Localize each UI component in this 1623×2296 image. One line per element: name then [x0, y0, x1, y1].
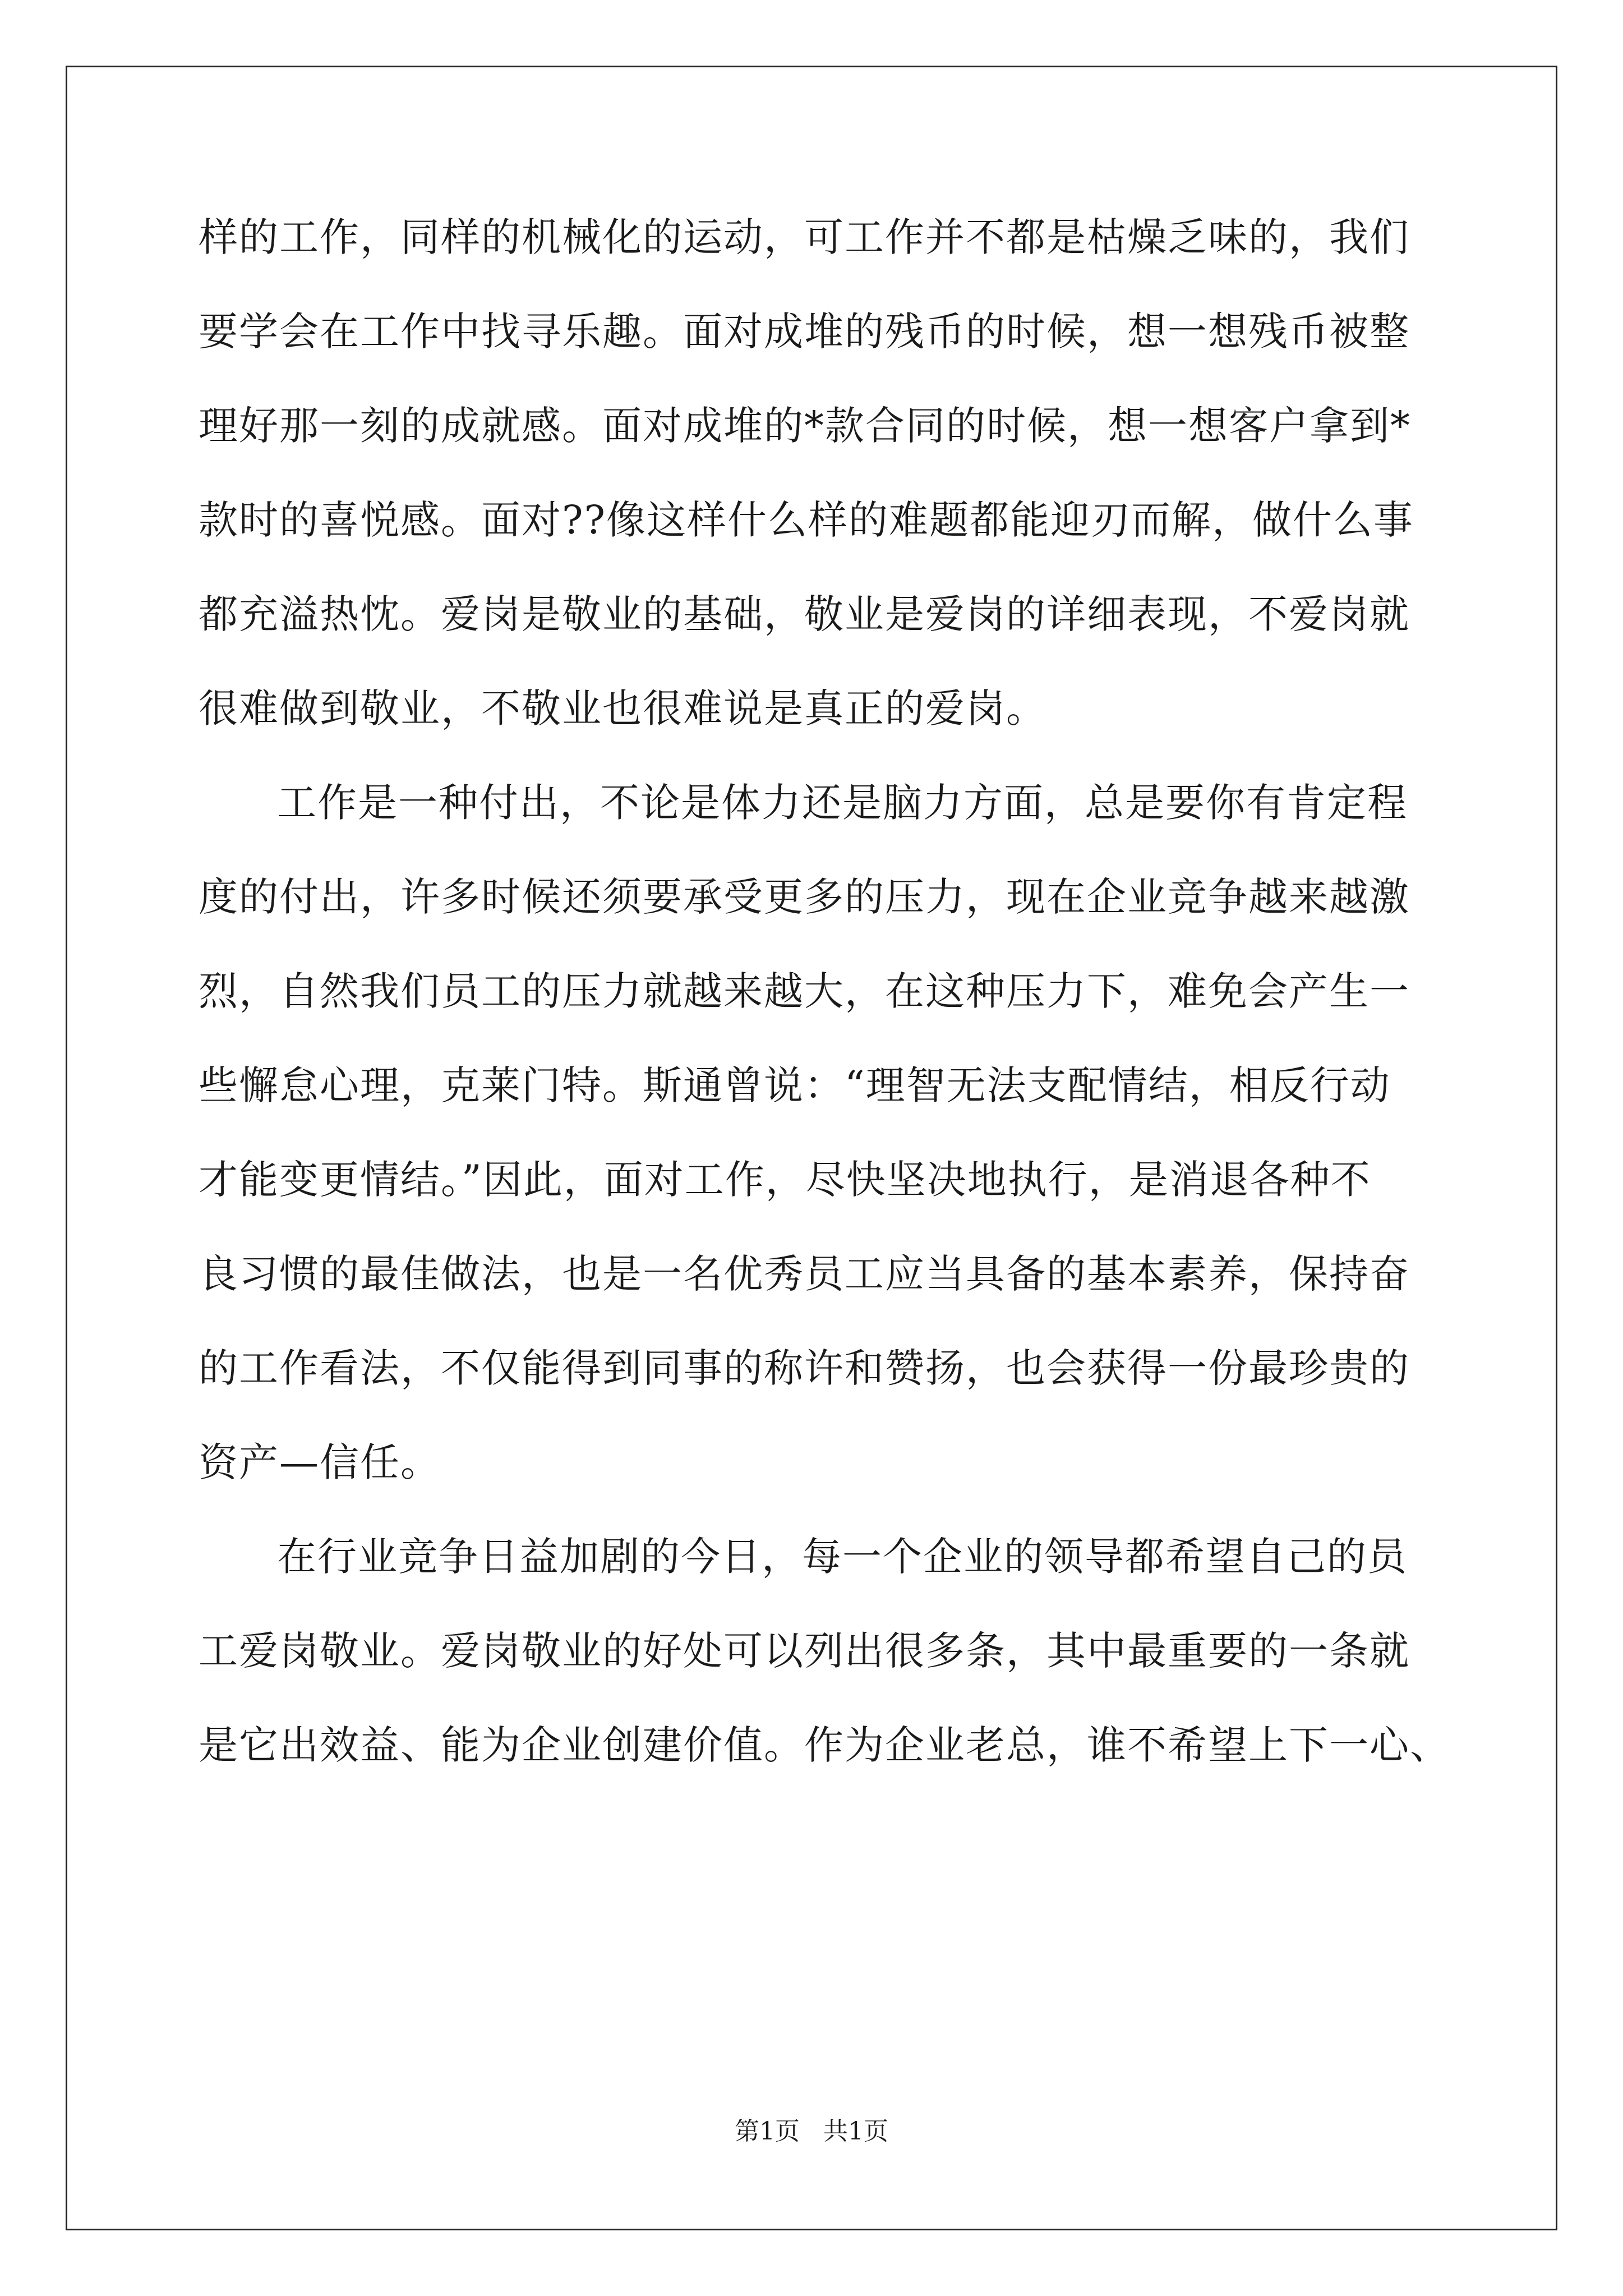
text-line: 很难做到敬业，不敬业也很难说是真正的爱岗。	[199, 685, 1046, 731]
page-footer: 第1页 共1页	[735, 2117, 888, 2146]
document-body	[199, 209, 1450, 1811]
text-line: 资产—信任。	[199, 1439, 441, 1485]
text-line: 些懈怠心理，克莱门特。斯通曾说：“理智无法支配情结，相反行动	[199, 1062, 1391, 1108]
text-line: 工爱岗敬业。爱岗敬业的好处可以列出很多条，其中最重要的一条就	[199, 1628, 1410, 1674]
text-line: 样的工作，同样的机械化的运动，可工作并不都是枯燥乏味的，我们	[199, 214, 1410, 260]
text-line: 要学会在工作中找寻乐趣。面对成堆的残币的时候，想一想残币被整	[199, 309, 1410, 355]
text-line: 烈，自然我们员工的压力就越来越大，在这种压力下，难免会产生一	[199, 968, 1410, 1014]
text-line: 的工作看法，不仅能得到同事的称许和赞扬，也会获得一份最珍贵的	[199, 1345, 1410, 1391]
text-line: 都充溢热忱。爱岗是敬业的基础，敬业是爱岗的详细表现，不爱岗就	[199, 591, 1410, 637]
text-line: 在行业竞争日益加剧的今日，每一个企业的领导都希望自己的员	[277, 1534, 1408, 1580]
text-line: 才能变更情结。”因此，面对工作，尽快坚决地执行，是消退各种不	[199, 1157, 1371, 1203]
text-line: 良习惯的最佳做法，也是一名优秀员工应当具备的基本素养，保持奋	[199, 1251, 1410, 1297]
text-line: 理好那一刻的成就感。面对成堆的*款合同的时候，想一想客户拿到*	[199, 403, 1411, 449]
text-line: 款时的喜悦感。面对??像这样什么样的难题都能迎刃而解，做什么事	[199, 497, 1414, 543]
text-line: 工作是一种付出，不论是体力还是脑力方面，总是要你有肯定程	[277, 780, 1408, 826]
text-line: 是它出效益、能为企业创建价值。作为企业老总，谁不希望上下一心、	[199, 1722, 1450, 1768]
text-line: 度的付出，许多时候还须要承受更多的压力，现在企业竞争越来越激	[199, 874, 1410, 920]
